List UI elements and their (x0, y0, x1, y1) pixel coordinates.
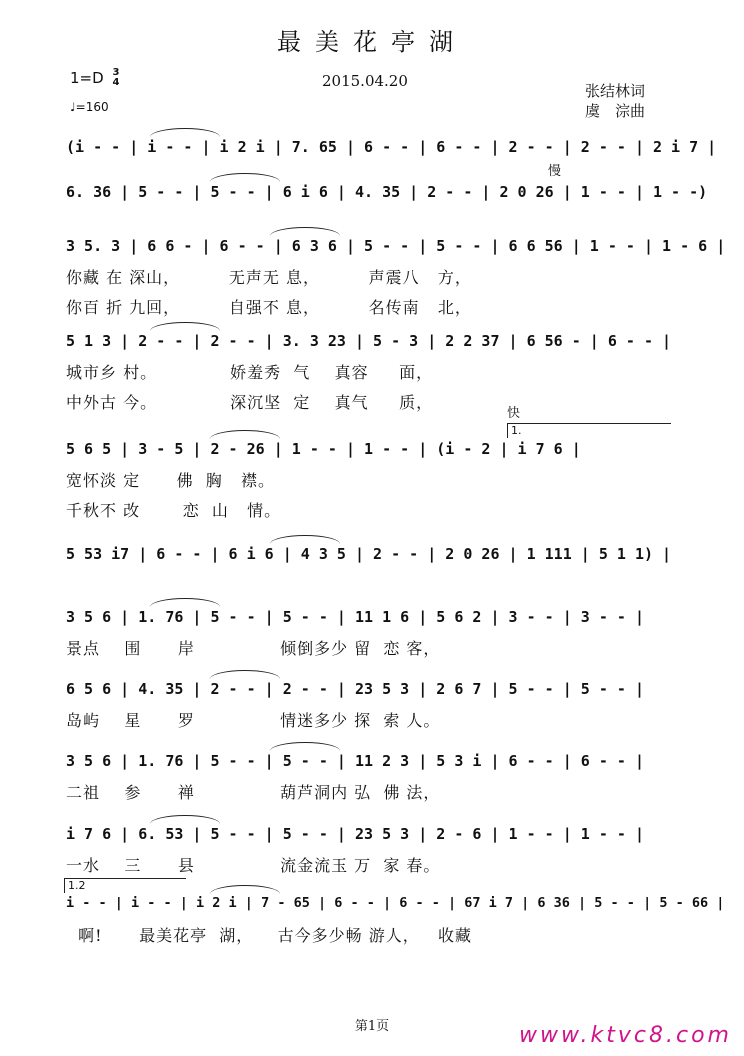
slur (210, 173, 280, 182)
volta-2-label: 1.2 (68, 879, 86, 892)
page-number: 第1页 (354, 1019, 390, 1034)
lyricist: 张结林词 (585, 82, 646, 100)
slur (270, 535, 340, 544)
slur (150, 322, 220, 331)
volta-1 (507, 423, 671, 438)
lyric-line: 二祖 参 禅 葫芦洞内 弘 佛 法， (66, 783, 441, 802)
lyric-line: 景点 围 岸 倾倒多少 留 恋 客， (66, 639, 441, 658)
slow-mark: 慢 (548, 164, 562, 179)
time-bottom: 4 (112, 77, 120, 88)
slur (270, 227, 340, 236)
lyric-line: 中外古 今。 深沉坚 定 真气 质， (66, 393, 434, 412)
note-row: 6. 36 | 5 - - | 5 - - | 6 i 6 | 4. 35 | 2 - - | 2 0 26 | 1 - - | 1 - -) (66, 183, 708, 201)
date: 2015.04.20 (322, 72, 408, 90)
slur (210, 430, 280, 439)
note-row: 3 5 6 | 1. 76 | 5 - - | 5 - - | 11 1 6 | 5 6 2 | 3 - - | 3 - - | (66, 608, 644, 626)
volta-1-label: 1. (511, 424, 522, 437)
time-top: 3 (112, 67, 120, 78)
note-row: 5 1 3 | 2 - - | 2 - - | 3. 3 23 | 5 - 3 | 2 2 37 | 6 56 - | 6 - - | (66, 332, 672, 350)
note-row: 6 5 6 | 4. 35 | 2 - - | 2 - - | 23 5 3 | 2 6 7 | 5 - - | 5 - - | (66, 680, 644, 698)
note-row: 5 53 i7 | 6 - - | 6 i 6 | 4 3 5 | 2 - - | 2 0 26 | 1 111 | 5 1 1) | (66, 545, 672, 563)
watermark: www.ktvc8.com (518, 1023, 732, 1048)
lyric-line: 城市乡 村。 娇羞秀 气 真容 面， (66, 363, 434, 382)
lyric-line: 啊! 最美花亭 湖， 古今多少畅 游人， 收藏 (66, 926, 472, 945)
slur (270, 742, 340, 751)
slur (150, 815, 220, 824)
note-row: 3 5 6 | 1. 76 | 5 - - | 5 - - | 11 2 3 | 5 3 i | 6 - - | 6 - - | (66, 752, 644, 770)
key-signature (70, 68, 119, 88)
song-title: 最美花亭湖 (277, 28, 467, 56)
note-row: (i - - | i - - | i 2 i | 7. 65 | 6 - - | 6 - - | 2 - - | 2 - - | 2 i 7 | (66, 138, 717, 156)
lyric-line: 你百 折 九回， 自强不 息， 名传南 北， (66, 298, 472, 317)
slur (210, 670, 280, 679)
slur (150, 128, 220, 137)
slur (210, 885, 280, 894)
lyric-line: 宽怀淡 定 佛 胸 襟。 (66, 471, 276, 490)
tempo-mark: ♩=160 (70, 100, 109, 114)
lyric-line: 一水 三 县 流金流玉 万 家 春。 (66, 856, 441, 875)
note-row: i - - | i - - | i 2 i | 7 - 65 | 6 - - | 6 - - | 67 i 7 | 6 36 | 5 - - | 5 - 66 | (66, 895, 725, 911)
slur (150, 598, 220, 607)
fast-mark: 快 (507, 406, 521, 421)
lyric-line: 岛屿 星 罗 情迷多少 探 索 人。 (66, 711, 441, 730)
time-signature (112, 68, 119, 88)
volta-2 (64, 878, 186, 893)
note-row: 3 5. 3 | 6 6 - | 6 - - | 6 3 6 | 5 - - | 5 - - | 6 6 56 | 1 - - | 1 - 6 | (66, 237, 726, 255)
key-label: 1=D (70, 68, 104, 87)
lyric-line: 千秋不 改 恋 山 情。 (66, 501, 282, 520)
note-row: i 7 6 | 6. 53 | 5 - - | 5 - - | 23 5 3 | 2 - 6 | 1 - - | 1 - - | (66, 825, 644, 843)
lyric-line: 你藏 在 深山， 无声无 息， 声震八 方， (66, 268, 472, 287)
note-row: 5 6 5 | 3 - 5 | 2 - 26 | 1 - - | 1 - - | (i - 2 | i 7 6 | (66, 440, 581, 458)
composer: 虞 淙曲 (585, 102, 646, 120)
